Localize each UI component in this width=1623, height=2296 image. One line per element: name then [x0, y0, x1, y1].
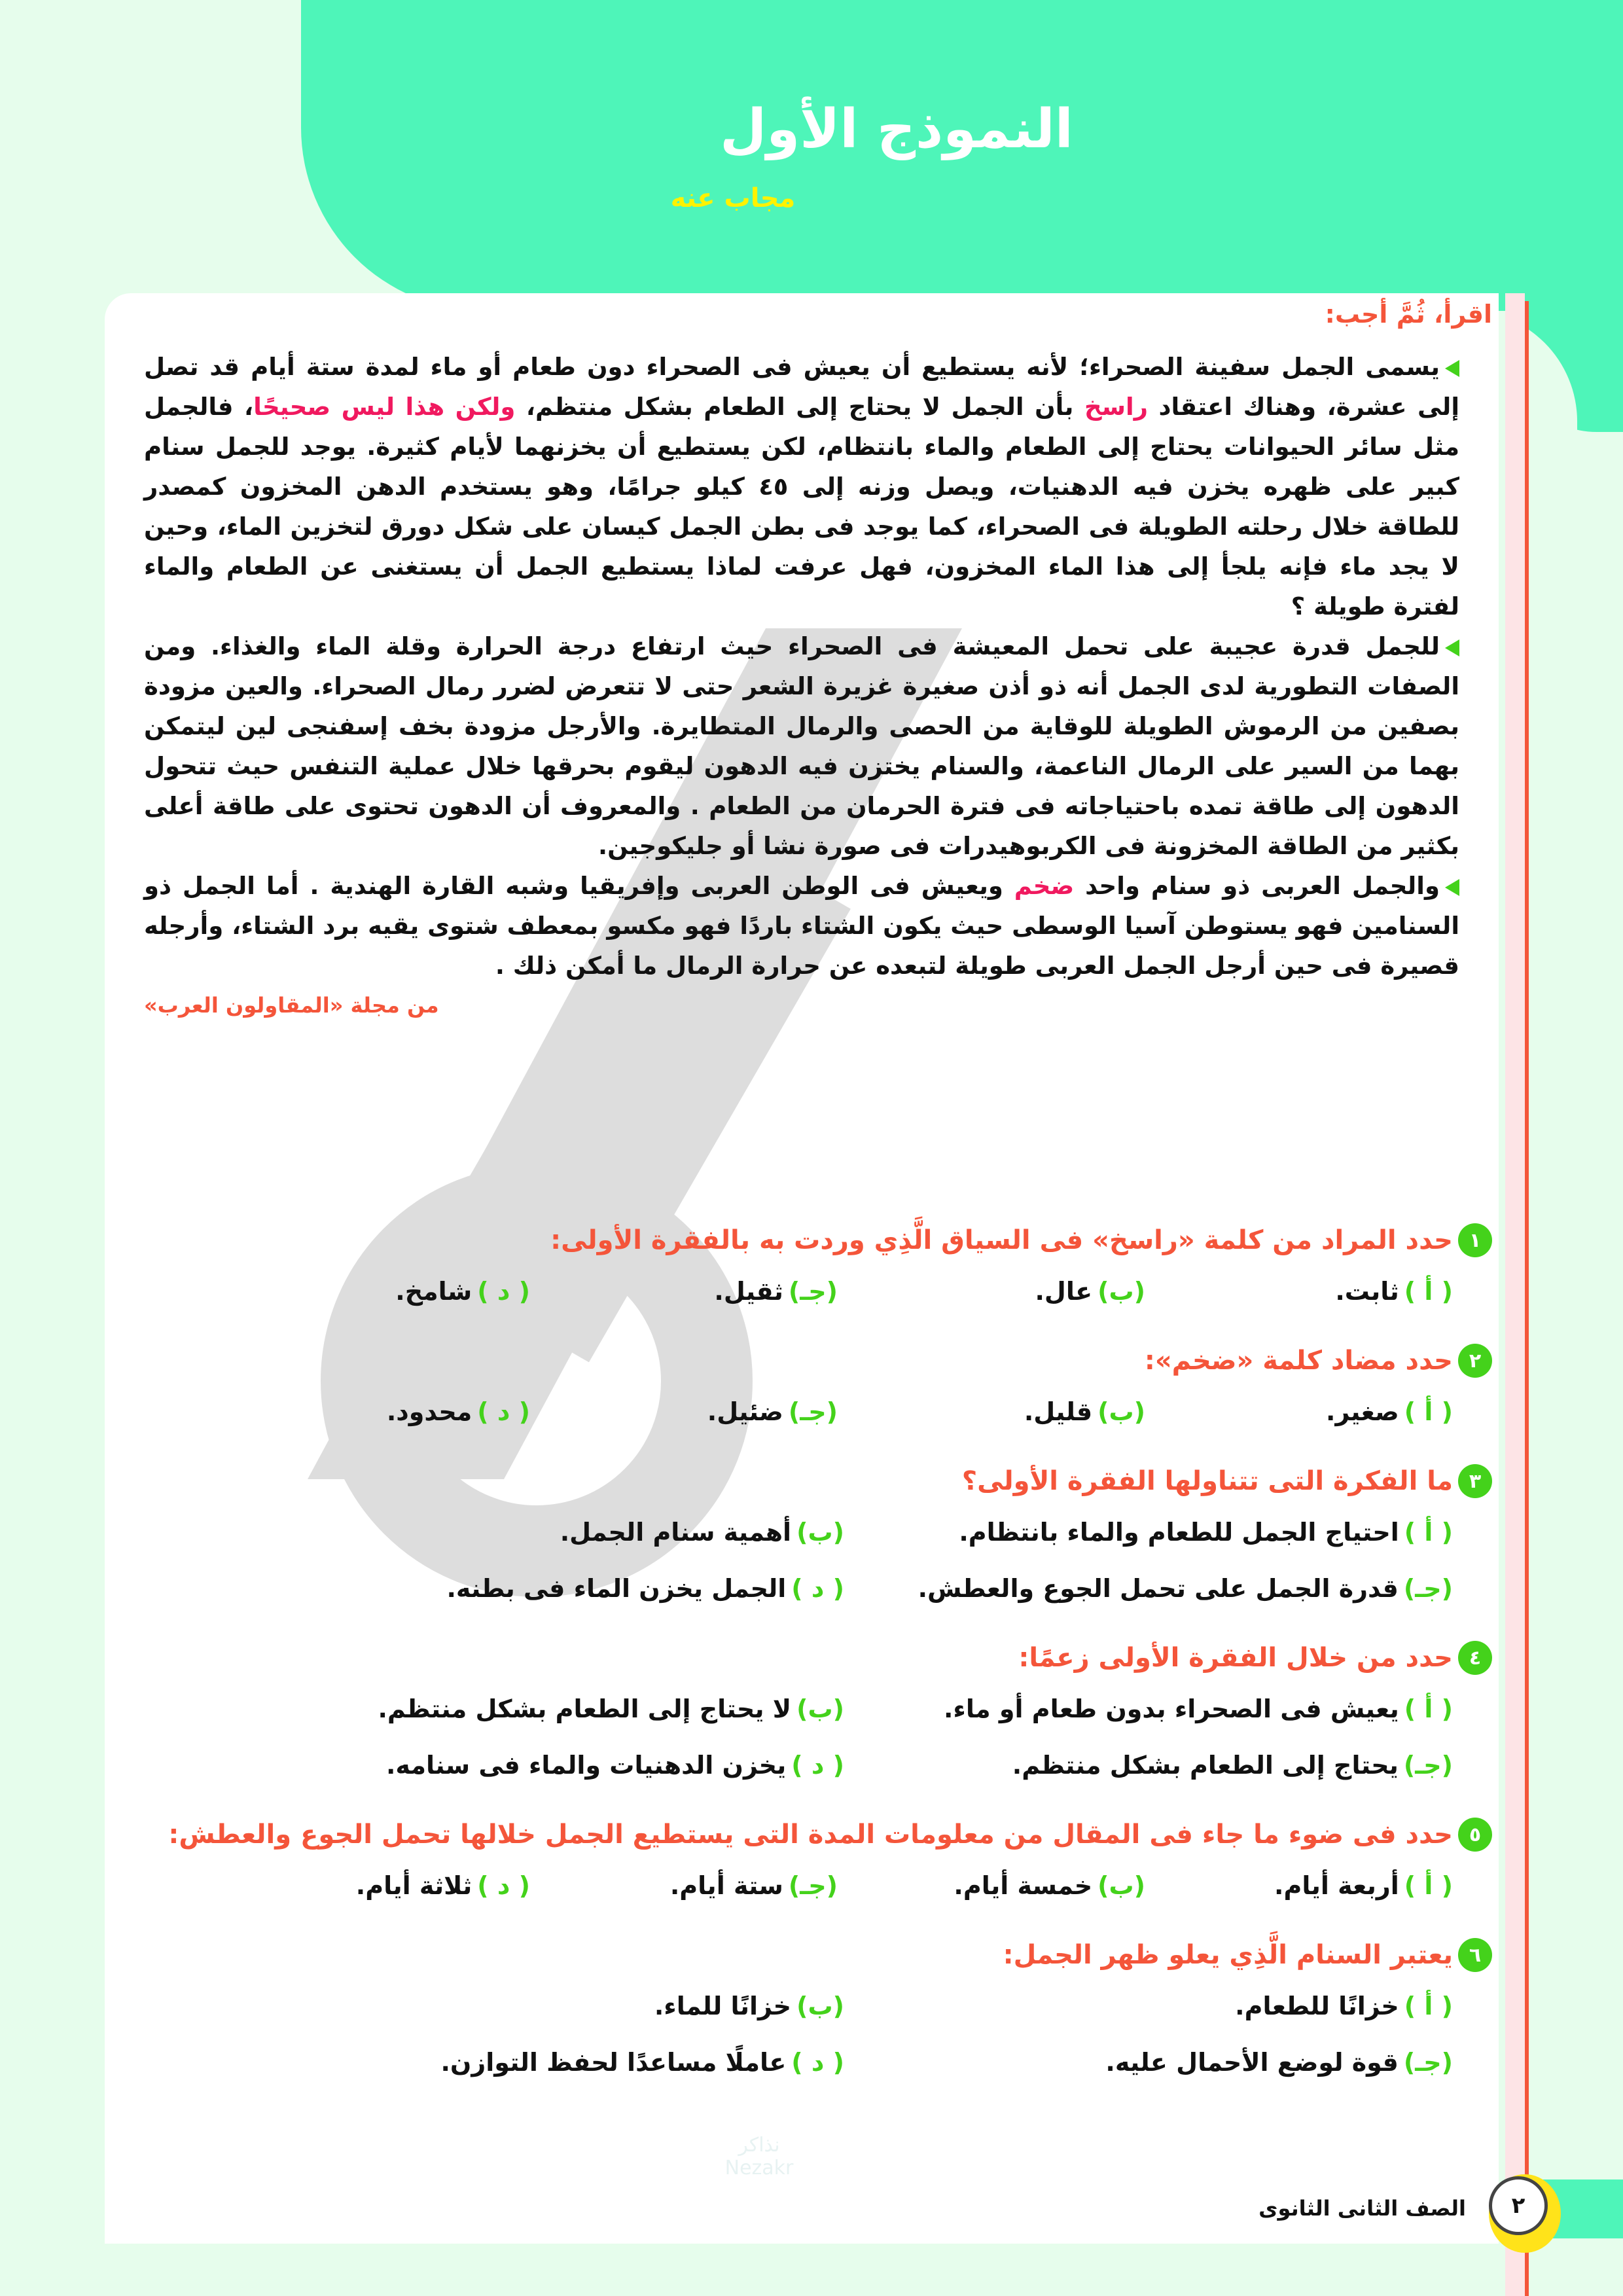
question-number-badge: ٣	[1458, 1464, 1492, 1498]
bullet-triangle-icon	[1445, 879, 1459, 896]
option[interactable]: ( أ ) خزانًا للطعام.	[1235, 1992, 1453, 2020]
reading-passage	[144, 347, 1459, 1026]
question	[157, 1635, 1492, 1793]
option[interactable]: (جـ) قوة لوضع الأحمال عليه.	[1105, 2048, 1453, 2077]
option[interactable]: ( أ )أربعة أيام.	[1274, 1871, 1453, 1900]
option[interactable]: ( د )شامخ.	[395, 1277, 530, 1306]
question	[157, 1338, 1492, 1440]
highlight-word-dakhm: ضخم	[1014, 872, 1075, 900]
option[interactable]: (ب) خزانًا للماء.	[654, 1992, 844, 2020]
option[interactable]: (جـ) قدرة الجمل على تحمل الجوع والعطش.	[918, 1574, 1453, 1603]
question-number-badge: ٤	[1458, 1641, 1492, 1675]
question	[157, 1932, 1492, 2090]
option[interactable]: ( أ )ثابت.	[1335, 1277, 1453, 1306]
grade-label: الصف الثانى الثانوى	[1258, 2196, 1466, 2221]
question-number-badge: ٦	[1458, 1938, 1492, 1972]
option[interactable]: ( أ )صغير.	[1326, 1397, 1453, 1426]
option[interactable]: (جـ)ضئيل.	[707, 1397, 838, 1426]
answered-label: مجاب عنه	[670, 183, 796, 213]
passage-source: من مجلة «المقاولون العرب»	[144, 993, 439, 1018]
question-text: يعتبر السنام الَّذِي يعلو ظهر الجمل:	[1003, 1940, 1453, 1970]
option[interactable]: (ب) لا يحتاج إلى الطعام بشكل منتظم.	[378, 1695, 844, 1723]
content-side-line	[1525, 301, 1529, 2296]
option[interactable]: ( د )ثلاثة أيام.	[355, 1871, 530, 1900]
page-number: ٢	[1489, 2176, 1548, 2235]
questions-list	[157, 1217, 1492, 2109]
question-text: حدد فى ضوء ما جاء فى المقال من معلومات المدة التى يستطيع الجمل خلالها تحمل الجوع والعطش:	[168, 1820, 1453, 1850]
option[interactable]: ( د ) الجمل يخزن الماء فى بطنه.	[446, 1574, 844, 1603]
question	[157, 1458, 1492, 1617]
highlight-word-rasikh: راسخ	[1084, 393, 1149, 421]
question-text: حدد من خلال الفقرة الأولى زعمًا:	[1018, 1643, 1453, 1673]
option[interactable]: (ب)خمسة أيام.	[954, 1871, 1145, 1900]
question-number-badge: ١	[1458, 1223, 1492, 1257]
bullet-triangle-icon	[1445, 639, 1459, 656]
option[interactable]: (ب)عال.	[1035, 1277, 1145, 1306]
option[interactable]: ( أ ) احتياج الجمل للطعام والماء بانتظام.	[959, 1518, 1453, 1547]
nezakr-logo-icon: نذاكر Nezakr	[724, 2134, 794, 2179]
content-side-strip	[1505, 293, 1525, 2296]
option[interactable]: ( أ ) يعيش فى الصحراء بدون طعام أو ماء.	[943, 1695, 1453, 1723]
instruction-heading: اقرأ، ثُمَّ أجب:	[1325, 300, 1492, 329]
question-text: حدد مضاد كلمة «ضخم»:	[1144, 1346, 1453, 1376]
question-number-badge: ٢	[1458, 1344, 1492, 1378]
passage-paragraph-3: والجمل العربى ذو سنام واحد ضخم ويعيش فى الوطن العربى وإفريقيا وشبه القارة الهندية . أما الجمل ذو السنامين فهو يستوطن آسيا الوسطى حيث يكون الشتاء باردًا فهو مكسو بمعطف شتوى يقيه برد الشتاء، وأرجله قصيرة فى حين أرجل الجمل العربى طويلة لتبعده عن حرارة الرمال ما أمكن ذلك .	[144, 872, 1459, 980]
option[interactable]: (ب)قليل.	[1024, 1397, 1145, 1426]
option[interactable]: (ب) أهمية سنام الجمل.	[560, 1518, 844, 1547]
option[interactable]: ( د )محدود.	[386, 1397, 530, 1426]
question	[157, 1812, 1492, 1914]
option[interactable]: ( د ) عاملًا مساعدًا لحفظ التوازن.	[440, 2048, 844, 2077]
highlight-phrase: ولكن هذا ليس صحيحًا	[253, 393, 516, 421]
page-title: النموذج الأول	[720, 98, 1073, 160]
option[interactable]: ( د ) يخزن الدهنيات والماء فى سنامه.	[386, 1751, 844, 1780]
passage-paragraph-2: للجمل قدرة عجيبة على تحمل المعيشة فى الصحراء حيث ارتفاع درجة الحرارة وقلة الماء والغذاء. ومن الصفات التطورية لدى الجمل أنه ذو أذن صغيرة غزيرة الشعر حتى لا تتعرض لضرر رمال الصحراء. والعين مزودة بصفين من الرموش الطويلة للوقاية من الحصى والرمال المتطايرة. والأرجل مزودة بخف إسفنجى لين ليتمكن بهما من السير على الرمال الناعمة، والسنام يختزن فيه الدهون ليقوم بحرقها خلال عملية التنفس حيث تتحول الدهون إلى طاقة تمده باحتياجاته فى فترة الحرمان من الطعام . والمعروف أن الدهون تحتوى على طاقة أعلى بكثير من الطاقة المخزونة فى الكربوهيدرات فى صورة نشا أو جليكوجين.	[144, 632, 1459, 860]
question-text: حدد المراد من كلمة «راسخ» فى السياق الَّذِي وردت به بالفقرة الأولى:	[550, 1225, 1453, 1255]
question	[157, 1217, 1492, 1319]
option[interactable]: (جـ)ثقيل.	[714, 1277, 838, 1306]
question-text: ما الفكرة التى تتناولها الفقرة الأولى؟	[961, 1466, 1453, 1496]
passage-paragraph-1: يسمى الجمل سفينة الصحراء؛ لأنه يستطيع أن يعيش فى الصحراء دون طعام أو ماء لمدة ستة أيام قد تصل إلى عشرة، وهناك اعتقاد راسخ بأن الجمل لا يحتاج إلى الطعام بشكل منتظم، ولكن هذا ليس صحيحًا، فالجمل مثل سائر الحيوانات يحتاج إلى الطعام والماء بانتظام، لكن يستطيع أن يخزنهما لأيام كثيرة. يوجد للجمل سنام كبير على ظهره يخزن فيه الدهنيات، ويصل وزنه إلى ٤٥ كيلو جرامًا، وهو يستخدم الدهن المخزون كمصدر للطاقة خلال رحلته الطويلة فى الصحراء، كما يوجد فى بطن الجمل كيسان على شكل دورق لتخزين الماء، وحين لا يجد ماء فإنه يلجأ إلى هذا الماء المخزون، فهل عرفت لماذا يستطيع الجمل أن يستغنى عن الطعام والماء لفترة طويلة ؟	[144, 353, 1460, 620]
question-number-badge: ٥	[1458, 1818, 1492, 1852]
option[interactable]: (جـ) يحتاج إلى الطعام بشكل منتظم.	[1012, 1751, 1453, 1780]
bullet-triangle-icon	[1445, 360, 1459, 377]
option[interactable]: (جـ)ستة أيام.	[669, 1871, 838, 1900]
